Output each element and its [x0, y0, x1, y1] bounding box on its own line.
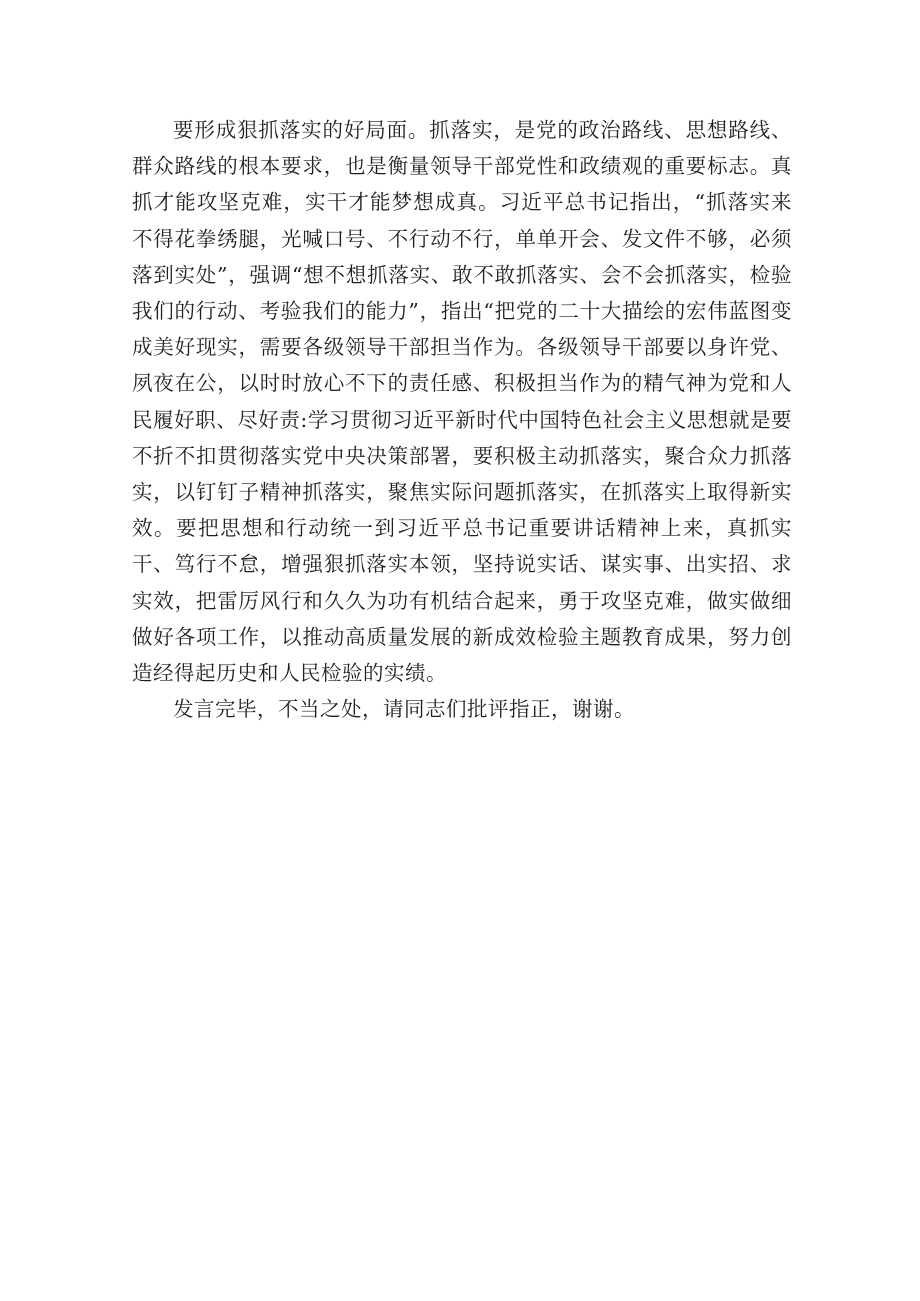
- document-body: [132, 112, 792, 727]
- body-paragraph-closing: 发言完毕，不当之处，请同志们批评指正，谢谢。: [173, 697, 635, 722]
- body-paragraph-main: 要形成狠抓落实的好局面。抓落实，是党的政治路线、思想路线、群众路线的根本要求，也是衡量领导干部党性和政绩观的重要标志。真抓才能攻坚克难，实干才能梦想成真。习近平总书记指出，“抓落实来不得花拳绣腿，光喊口号、不行动不行，单单开会、发文件不够，必须落到实处”，强调“想不想抓落实、敢不敢抓落实、会不会抓落实，检验我们的行动、考验我们的能力”，指出“把党的二十大描绘的宏伟蓝图变成美好现实，需要各级领导干部担当作为。各级领导干部要以身许党、夙夜在公，以时时放心不下的责任感、积极担当作为的精气神为党和人民履好职、尽好责:学习贯彻习近平新时代中国特色社会主义思想就是要不折不扣贯彻落实党中央决策部署，要积极主动抓落实，聚合众力抓落实，以钉钉子精神抓落实，聚焦实际问题抓落实，在抓落实上取得新实效。要把思想和行动统一到习近平总书记重要讲话精神上来，真抓实干、笃行不怠，增强狠抓落实本领，坚持说实话、谋实事、出实招、求实效，把雷厉风行和久久为功有机结合起来，勇于攻坚克难，做实做细做好各项工作，以推动高质量发展的新成效检验主题教育成果，努力创造经得起历史和人民检验的实绩。: [132, 118, 792, 686]
